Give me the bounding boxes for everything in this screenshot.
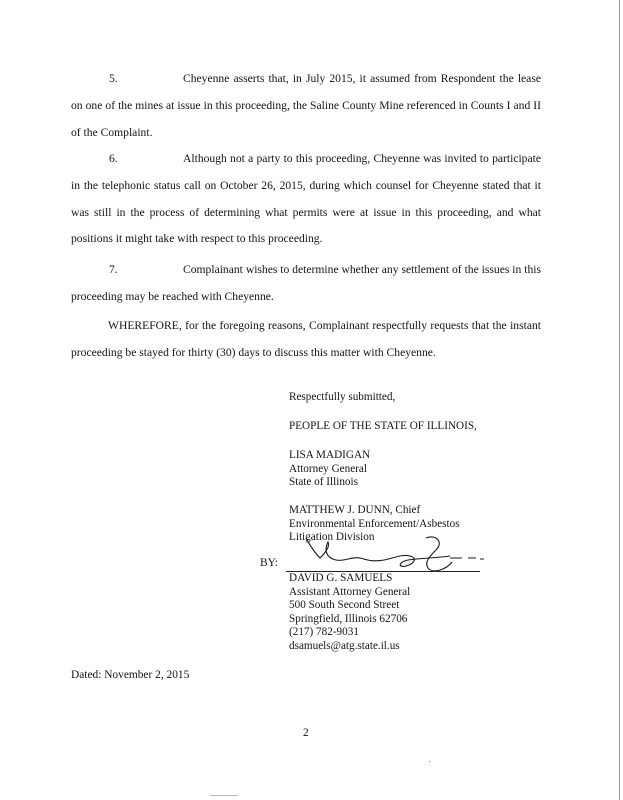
chief-division-line-2: Litigation Division xyxy=(289,531,375,544)
attorney-title: Assistant Attorney General xyxy=(289,585,411,598)
page-edge xyxy=(619,0,620,800)
paragraph-number: 7. xyxy=(109,263,118,276)
paragraph-5 xyxy=(71,66,541,146)
address-street: 500 South Second Street xyxy=(289,599,400,612)
scan-speck xyxy=(210,795,238,796)
address-city: Springfield, Illinois 62706 xyxy=(289,612,408,625)
paragraph-text: Cheyenne asserts that, in July 2015, it assumed from Respondent the lease on one of the mines at issue in this proceeding, the Saline County Mine referenced in Counts I and II of the Complaint. xyxy=(71,72,541,139)
signature-closing: Respectfully submitted, xyxy=(289,391,396,403)
ag-state: State of Illinois xyxy=(289,476,358,489)
attorney-block xyxy=(289,572,410,654)
dated-line: Dated: November 2, 2015 xyxy=(71,669,190,681)
paragraph-text: Complainant wishes to determine whether any settlement of the issues in this proceeding may be reached with Cheyenne. xyxy=(71,263,541,303)
paragraph-text: Although not a party to this proceeding, Cheyenne was invited to participate in the telephonic status call on October 26, 2015, during which counsel for Cheyenne stated that it was still in the process of determining what permits were at issue in this proceeding, and what positions it might take with respect to this proceeding. xyxy=(71,152,541,246)
signature-party: PEOPLE OF THE STATE OF ILLINOIS, xyxy=(289,420,477,432)
ag-title: Attorney General xyxy=(289,462,367,475)
chief-division-line-1: Environmental Enforcement/Asbestos xyxy=(289,517,460,530)
by-label: BY: xyxy=(260,557,278,569)
chief-name: MATTHEW J. DUNN, Chief xyxy=(289,504,421,516)
page-number: 2 xyxy=(303,727,309,739)
attorney-general-block xyxy=(289,449,370,490)
wherefore-paragraph: WHEREFORE, for the foregoing reasons, Complainant respectfully requests that the instant proceeding be stayed for thirty (30) days to discuss this matter with Cheyenne. xyxy=(71,319,541,359)
paragraph-6 xyxy=(71,146,541,253)
ag-name: LISA MADIGAN xyxy=(289,449,371,461)
attorney-name: DAVID G. SAMUELS xyxy=(289,572,393,584)
paragraph-7 xyxy=(71,257,541,311)
scan-speck xyxy=(429,761,430,762)
paragraph-number: 6. xyxy=(109,152,118,165)
phone-number: (217) 782-9031 xyxy=(289,626,359,639)
email-address: dsamuels@atg.state.il.us xyxy=(289,639,400,652)
paragraph-number: 5. xyxy=(109,72,118,85)
